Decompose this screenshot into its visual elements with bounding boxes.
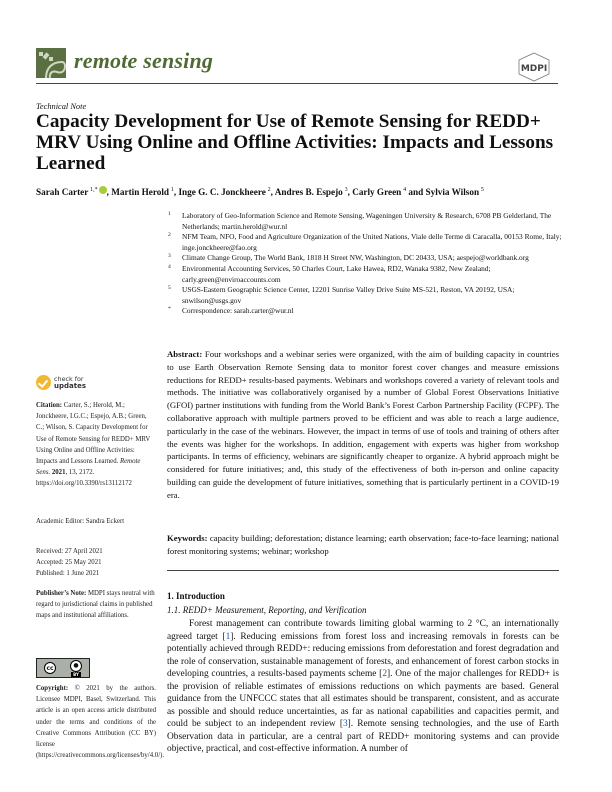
author-affil-sup: 1 [170, 186, 174, 193]
author-name[interactable]: Sarah Carter [36, 187, 89, 197]
author-name[interactable]: Inge G. C. Jonckheere [178, 187, 266, 197]
academic-editor: Academic Editor: Sandra Eckert [36, 518, 125, 525]
keywords-text: capacity building; deforestation; distance learning; earth observation; face-to-face learning; national forest monitoring systems; webinar; workshop [167, 533, 559, 556]
reference-link[interactable]: 2 [382, 669, 387, 679]
author-affil-sup: 4 [403, 186, 407, 193]
author-name[interactable]: Sylvia Wilson [425, 187, 480, 197]
published-date: Published: 1 June 2021 [36, 570, 100, 578]
subsection-heading: 1.1. REDD+ Measurement, Reporting, and Verification [167, 605, 367, 615]
author-affil-sup: 3 [344, 186, 348, 193]
author-name[interactable]: Carly Green [352, 187, 402, 197]
abstract-label: Abstract: [167, 349, 203, 359]
mdpi-logo-text: MDPI [520, 64, 548, 74]
reference-link[interactable]: 1 [225, 631, 231, 642]
affiliation-item: 3 Climate Change Group, The World Bank, 1818 H Street NW, Washington, DC 20433, USA; aespejo@worldbank.org [168, 253, 529, 263]
affiliation-item: 2 NFM Team, NFO, Food and Agriculture Organization of the United Nations, Viale delle Terme di Caracalla, 00153 Rome, Italy; inge.jonckheere@fao.org [168, 232, 562, 252]
section-heading: 1. Introduction [167, 591, 225, 601]
affiliation-item: 5 USGS-Eastern Geographic Science Center, 12201 Sunrise Valley Drive Suite MS-521, Reston, VA 20192, USA; snwilson@usgs.gov [168, 285, 515, 305]
keywords [167, 532, 559, 558]
publisher-note: Publisher’s Note: MDPI stays neutral with regard to jurisdictional claims in published maps and institutional affiliations. [36, 590, 155, 620]
article-type: Technical Note [36, 102, 87, 111]
mdpi-logo-icon [514, 52, 554, 82]
affiliation-item: 1 Laboratory of Geo-Information Science and Remote Sensing, Wageningen University & Research, 6708 PB Gelderland, The Netherlands; martin.herold@wur.nl [168, 211, 552, 231]
keywords-label: Keywords: [167, 533, 208, 543]
correspondence: * Correspondence: sarah.carter@wur.nl [168, 306, 294, 316]
publication-dates [36, 546, 156, 580]
affiliation-list [166, 211, 566, 317]
orcid-icon[interactable] [99, 186, 107, 194]
cc-by-license-badge[interactable] [36, 658, 90, 678]
reference-link[interactable]: 3 [342, 719, 348, 729]
author-name[interactable]: Andres B. Espejo [274, 187, 343, 197]
check-for-updates-button[interactable]: check for updates [36, 375, 86, 390]
author-affil-sup: 1,* [90, 186, 98, 193]
checkmark-icon [36, 375, 51, 390]
abstract [167, 348, 559, 502]
doi-link[interactable]: , 13, 2172. https://doi.org/10.3390/rs13112172 [36, 469, 132, 488]
copyright: Copyright: © 2021 by the authors. Licensee MDPI, Basel, Switzerland. This article is an open access article distributed under the terms and conditions of the Creative Commons Attribution (CC BY) license (https://creativecommons.org/licenses/by/4.0/). [36, 685, 165, 760]
journal-name: remote sensing [74, 48, 214, 73]
author-list: Sarah Carter $^{1,*}$ , Martin Herold $^1$, Inge G. C. Jonckheere $^2$, Andres B. Espejo $^3$, Carly Green $^4$ and Sylvia Wilson $^5$ [36, 186, 484, 197]
body-paragraph: Forest management can contribute towards limiting global warming to 2 °C, an internationally agreed target [1]. Reducing emissions from forest loss and increasing removals in forests can be potentially achieved through REDD+: reducing emissions from deforestation and forest degradation and the role of conservation, sustainable management of forests, and enhancement of forest carbon stocks in developing countries, a results-based payments scheme [2]. One of the major challenges for REDD+ is the provision of reliable estimates of emissions reductions on which payments are based. General guidance from the UNFCCC states that all estimates should be transparent, consistent, and as accurate as possible and should reduce uncertainties, as far as national capabilities and capacities permit, and could be subject to an independent review [3]. Remote sensing technologies, and the use of Earth Observation data in particular, are a central part of REDD+ monitoring systems and can provide objective, practical, and cost-effective information. A number of [167, 619, 560, 754]
abstract-rule [167, 570, 559, 571]
header-rule [36, 83, 558, 84]
author-affil-sup: 5 [480, 186, 484, 193]
cc-icon: cc [44, 662, 56, 674]
attribution-person-icon: ● [70, 660, 82, 672]
article-title: Capacity Development for Use of Remote Sensing for REDD+ MRV Using Online and Offline Activities: Impacts and Lessons Learned [36, 111, 554, 174]
received-date: Received: 27 April 2021 [36, 548, 103, 555]
accepted-date: Accepted: 25 May 2021 [36, 559, 102, 567]
affiliation-item: 4 Environmental Accounting Services, 50 Charles Court, Lake Hawea, RD2, Wanaka 9382, New Zealand; carly.green@enviroaccounts.com [168, 263, 491, 284]
author-affil-sup: 2 [267, 186, 271, 193]
by-label: BY [73, 671, 79, 677]
citation-label: Citation: [36, 402, 63, 409]
journal-logo-icon [36, 48, 66, 78]
author-name[interactable]: Martin Herold [111, 187, 170, 197]
citation: Citation: Carter, S.; Herold, M.; Jonckheere, I.G.C.; Espejo, A.B.; Green, C.; Wilson, S. Capacity Development for Use of Remote Sensing for REDD+ MRV Using Online and Offline Activities: Impacts and Lessons Learned. Remote Sens. 2021, 13, 2172. https://doi.org/10.3390/rs13112172 [36, 402, 151, 488]
abstract-text: Four workshops and a webinar series were organized, with the aim of building capacity in countries to use Earth Observation Remote Sensing data to monitor forest cover changes and measure emissions reductions for REDD+ results-based payments. Webinars and workshops covered a variety of relevant tools and methods. The initiative was collaboratively organised by a number of Global Forest Observations Initiative (GFOI) partner institutions with funding from the World Bank’s Forest Carbon Partnership Facility (FCPF). The collaborative approach with multiple partners proved to be efficient and was able to reach a large audience, particularly in the case of the webinars. However, the impact in terms of use of tools and training of others after the events was higher for the workshops. In addition, engagement with experts was higher from workshop participants. In terms of efficiency, webinars are significantly cheaper to organize. A hybrid approach might be considered for future initiatives; and, this study of the effectiveness of both in-person and online capacity building can guide the development of future initiatives, something that is particularly pertinent in a COVID-19 era. [167, 349, 560, 500]
